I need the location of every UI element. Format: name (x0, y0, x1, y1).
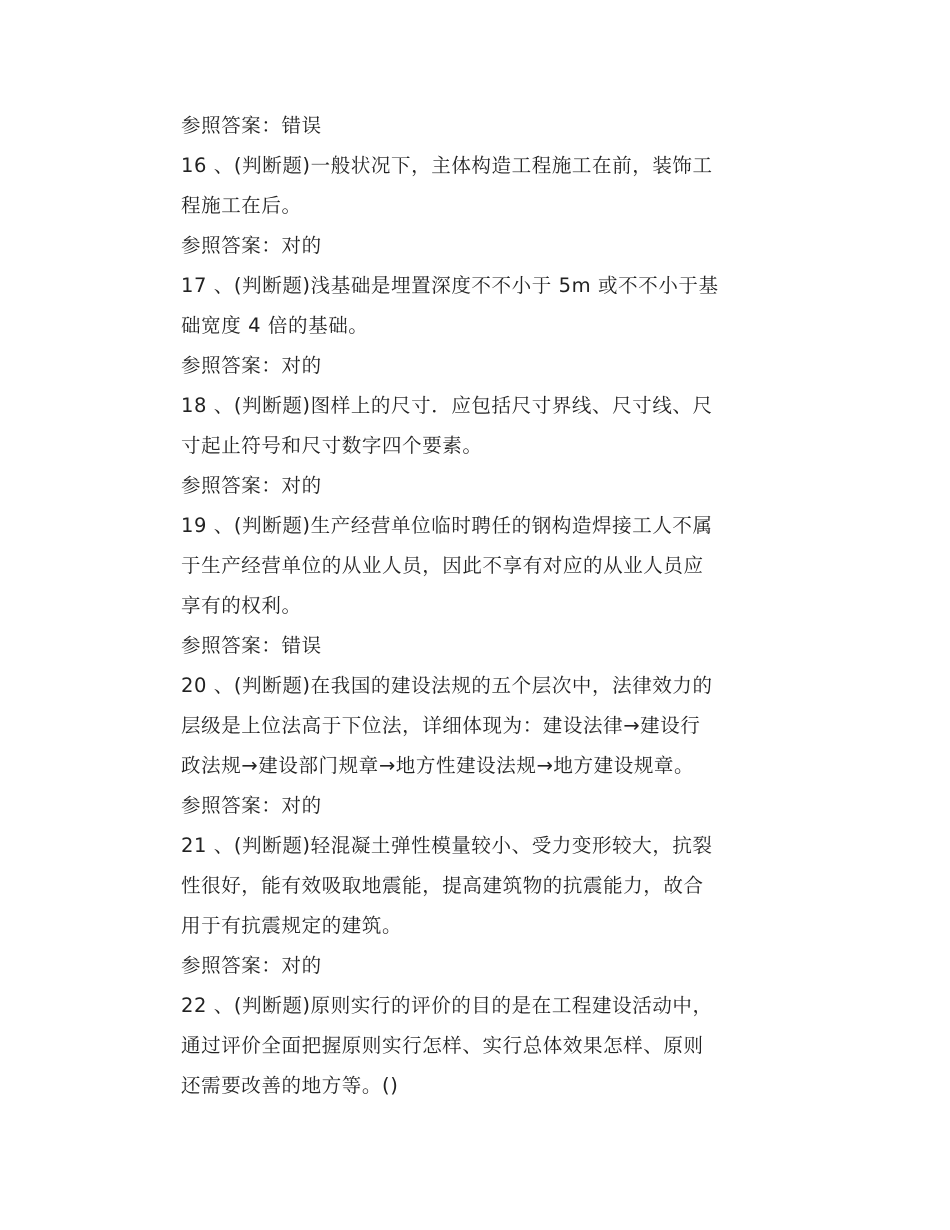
question-line: 于生产经营单位的从业人员，因此不享有对应的从业人员应 (181, 554, 704, 577)
question-line: 层级是上位法高于下位法，详细体现为：建设法律→建设行 (181, 714, 701, 737)
answer-line: 参照答案：对的 (181, 354, 322, 377)
question-20 (181, 666, 773, 786)
question-line: 础宽度 4 倍的基础。 (181, 314, 369, 337)
question-line: 21 、(判断题)轻混凝土弹性模量较小、受力变形较大，抗裂 (181, 834, 713, 857)
question-line: 通过评价全面把握原则实行怎样、实行总体效果怎样、原则 (181, 1034, 704, 1057)
answer-line: 参照答案：对的 (181, 474, 322, 497)
question-line: 程施工在后。 (181, 194, 302, 217)
question-line: 19 、(判断题)生产经营单位临时聘任的钢构造焊接工人不属 (181, 514, 713, 537)
document-page (181, 106, 773, 1106)
answer-line: 参照答案：对的 (181, 794, 322, 817)
question-line: 18 、(判断题)图样上的尺寸．应包括尺寸界线、尺寸线、尺 (181, 394, 713, 417)
question-21 (181, 826, 773, 946)
question-line: 寸起止符号和尺寸数字四个要素。 (181, 434, 483, 457)
question-line: 性很好，能有效吸取地震能，提高建筑物的抗震能力，故合 (181, 874, 704, 897)
question-line: 22 、(判断题)原则实行的评价的目的是在工程建设活动中， (181, 994, 713, 1017)
answer-line: 参照答案：错误 (181, 114, 322, 137)
question-line: 享有的权利。 (181, 594, 302, 617)
answer-line: 参照答案：错误 (181, 634, 322, 657)
question-line: 17 、(判断题)浅基础是埋置深度不不小于 5m 或不不小于基 (181, 274, 719, 297)
question-16 (181, 146, 773, 226)
question-22 (181, 986, 773, 1106)
answer-line: 参照答案：对的 (181, 234, 322, 257)
question-line: 用于有抗震规定的建筑。 (181, 914, 403, 937)
question-17 (181, 266, 773, 346)
question-line: 政法规→建设部门规章→地方性建设法规→地方建设规章。 (181, 754, 695, 777)
question-line: 还需要改善的地方等。() (181, 1074, 399, 1097)
question-19 (181, 506, 773, 626)
answer-line: 参照答案：对的 (181, 954, 322, 977)
question-line: 20 、(判断题)在我国的建设法规的五个层次中，法律效力的 (181, 674, 713, 697)
question-line: 16 、(判断题)一般状况下，主体构造工程施工在前，装饰工 (181, 154, 713, 177)
question-18 (181, 386, 773, 466)
